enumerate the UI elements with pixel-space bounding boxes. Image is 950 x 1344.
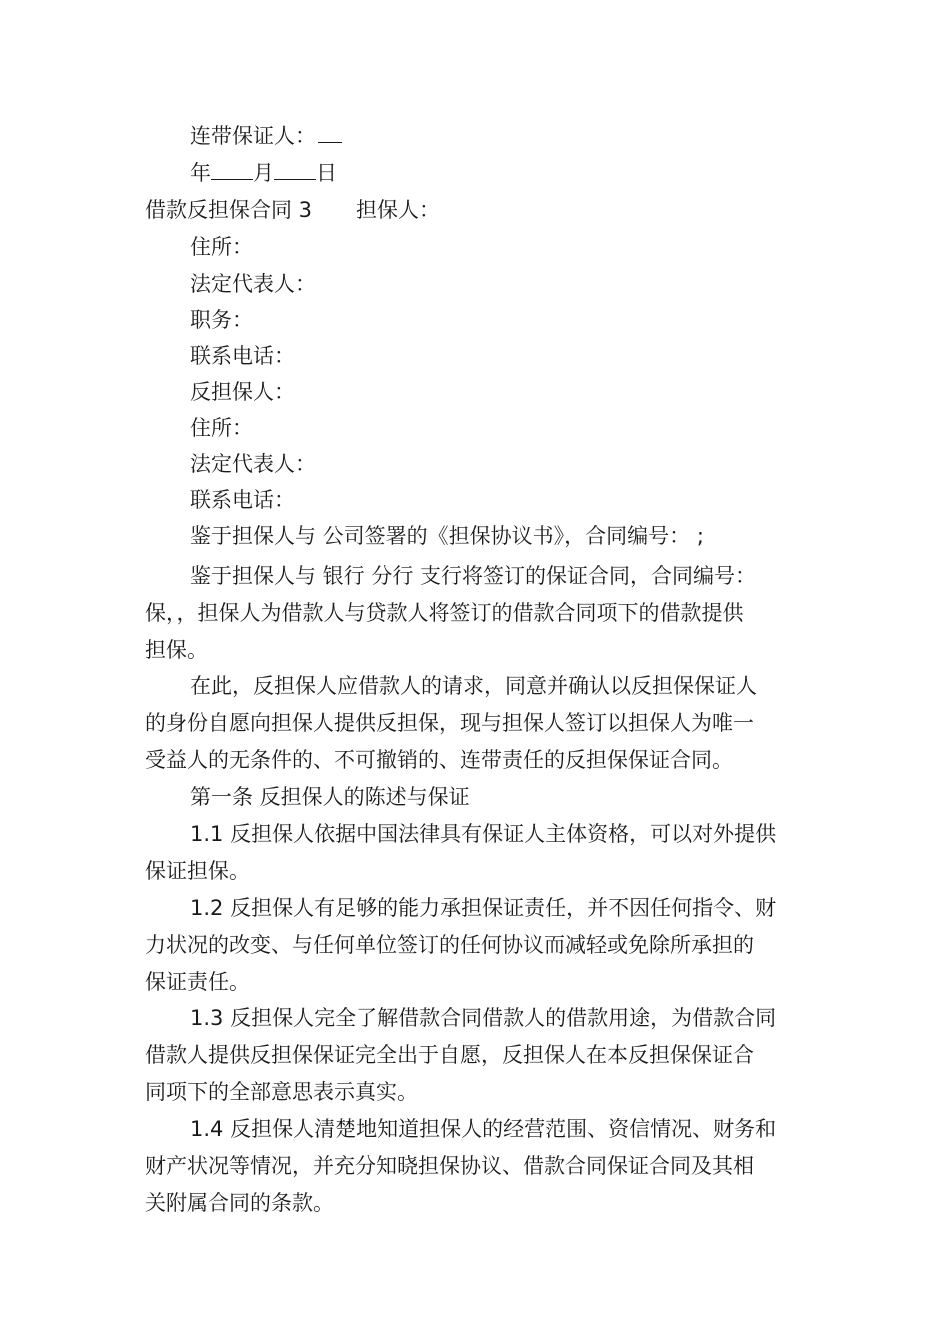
clause-1-3-line-1: 1.3 反担保人完全了解借款合同借款人的借款用途，为借款合同 <box>190 1006 777 1030</box>
clause-1-3-line-3: 同项下的全部意思表示真实。 <box>145 1080 418 1104</box>
recital-1: 鉴于担保人与 公司签署的《担保协议书》，合同编号： ; <box>190 524 704 548</box>
counter-guarantor-phone: 联系电话： <box>190 488 295 512</box>
clause-1-4-line-1: 1.4 反担保人清楚地知道担保人的经营范围、资信情况、财务和 <box>190 1117 777 1141</box>
date-day: 日 <box>316 161 337 185</box>
joint-guarantor-label: 连带保证人： <box>190 124 316 148</box>
clause-1-1-line-1: 1.1 反担保人依据中国法律具有保证人主体资格，可以对外提供 <box>190 822 777 846</box>
guarantor-label: 担保人： <box>356 198 441 222</box>
clause-1-3-line-2: 借款人提供反担保保证完全出于自愿，反担保人在本反担保保证合 <box>145 1043 754 1067</box>
clause-1-2-line-1: 1.2 反担保人有足够的能力承担保证责任，并不因任何指令、财 <box>190 896 777 920</box>
joint-guarantor-line <box>190 118 342 154</box>
recital-2-line-3: 担保。 <box>145 638 208 662</box>
clause-1-1-line-2: 保证担保。 <box>145 859 250 883</box>
recital-2-line-2: 保，，担保人为借款人与贷款人将签订的借款合同项下的借款提供 <box>145 601 744 625</box>
guarantor-phone: 联系电话： <box>190 344 295 368</box>
guarantor-address: 住所： <box>190 235 253 259</box>
counter-guarantor-address: 住所： <box>190 416 253 440</box>
counter-guarantor-label: 反担保人： <box>190 380 295 404</box>
article-1-title: 第一条 反担保人的陈述与保证 <box>190 785 470 809</box>
month-blank <box>211 155 253 180</box>
clause-1-2-line-3: 保证责任。 <box>145 970 250 994</box>
clause-1-2-line-2: 力状况的改变、与任何单位签订的任何协议而减轻或免除所承担的 <box>145 933 754 957</box>
clause-1-4-line-3: 关附属合同的条款。 <box>145 1191 334 1215</box>
preamble-line-1: 在此，反担保人应借款人的请求，同意并确认以反担保保证人 <box>190 674 757 698</box>
contract-title: 借款反担保合同 3 <box>145 198 313 222</box>
counter-guarantor-legal-rep: 法定代表人： <box>190 452 316 476</box>
preamble-line-2: 的身份自愿向担保人提供反担保，现与担保人签订以担保人为唯一 <box>145 711 754 735</box>
day-blank <box>274 155 316 180</box>
guarantor-position: 职务： <box>190 308 253 332</box>
guarantor-legal-rep: 法定代表人： <box>190 272 316 296</box>
preamble-line-3: 受益人的无条件的、不可撤销的、连带责任的反担保保证合同。 <box>145 748 733 772</box>
clause-1-4-line-2: 财产状况等情况，并充分知晓担保协议、借款合同保证合同及其相 <box>145 1154 754 1178</box>
contract-title-line <box>145 192 440 228</box>
date-year: 年 <box>190 161 211 185</box>
recital-2-line-1: 鉴于担保人与 银行 分行 支行将签订的保证合同，合同编号： <box>190 564 757 588</box>
date-month: 月 <box>253 161 274 185</box>
date-line <box>190 155 337 191</box>
signature-blank <box>318 118 342 143</box>
